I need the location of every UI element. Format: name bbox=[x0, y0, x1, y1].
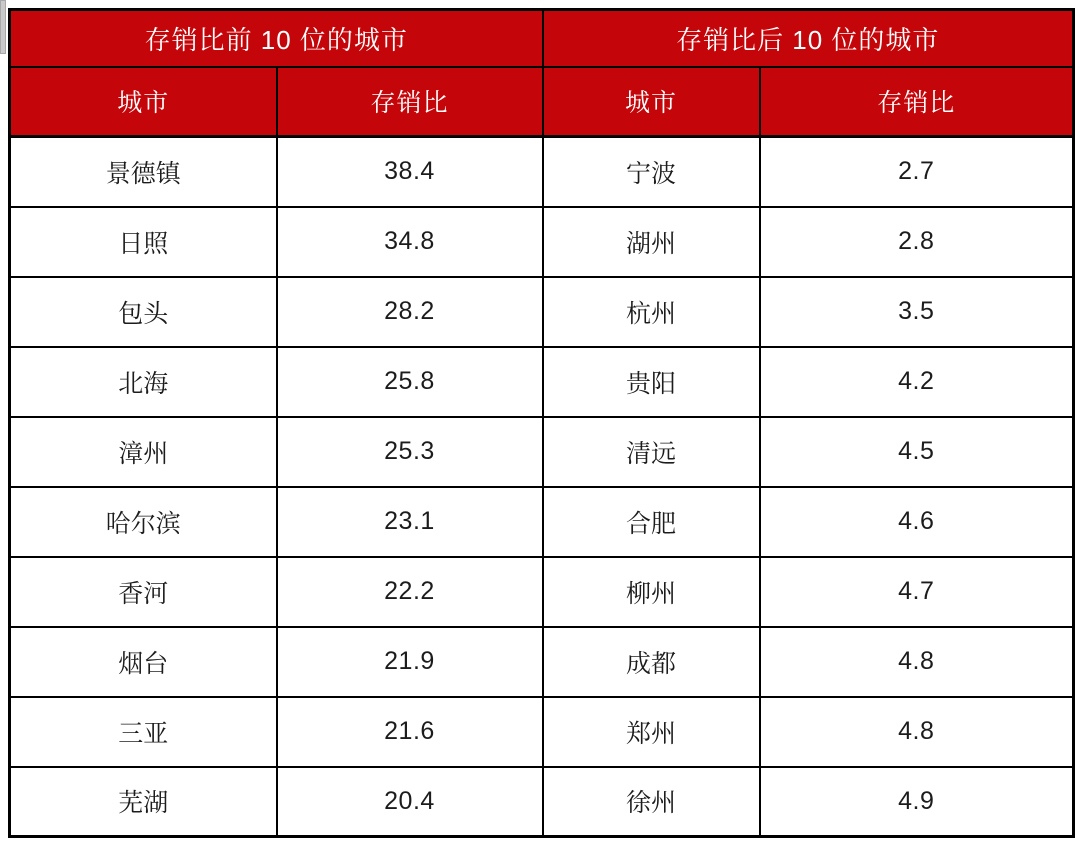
right-ratio-cell: 4.2 bbox=[760, 347, 1074, 417]
right-city-cell: 贵阳 bbox=[543, 347, 760, 417]
right-ratio-cell: 2.8 bbox=[760, 207, 1074, 277]
left-city-cell: 包头 bbox=[10, 277, 277, 347]
left-ratio-cell: 25.3 bbox=[277, 417, 543, 487]
left-ratio-cell: 34.8 bbox=[277, 207, 543, 277]
right-table-title: 存销比后 10 位的城市 bbox=[543, 10, 1074, 67]
right-city-cell: 宁波 bbox=[543, 137, 760, 207]
left-ratio-cell: 21.9 bbox=[277, 627, 543, 697]
right-ratio-column-header: 存销比 bbox=[760, 67, 1074, 137]
left-ratio-cell: 25.8 bbox=[277, 347, 543, 417]
table-row bbox=[10, 417, 1074, 487]
table-header-row bbox=[10, 67, 1074, 137]
table-row bbox=[10, 557, 1074, 627]
right-ratio-cell: 4.8 bbox=[760, 697, 1074, 767]
right-city-cell: 成都 bbox=[543, 627, 760, 697]
left-city-cell: 香河 bbox=[10, 557, 277, 627]
left-city-column-header: 城市 bbox=[10, 67, 277, 137]
table-row bbox=[10, 347, 1074, 417]
right-city-cell: 柳州 bbox=[543, 557, 760, 627]
table-row bbox=[10, 767, 1074, 837]
right-city-cell: 湖州 bbox=[543, 207, 760, 277]
left-city-cell: 漳州 bbox=[10, 417, 277, 487]
left-ratio-cell: 21.6 bbox=[277, 697, 543, 767]
left-city-cell: 三亚 bbox=[10, 697, 277, 767]
right-city-column-header: 城市 bbox=[543, 67, 760, 137]
table-title-row bbox=[10, 10, 1074, 67]
left-city-cell: 北海 bbox=[10, 347, 277, 417]
left-ratio-cell: 20.4 bbox=[277, 767, 543, 837]
table-row bbox=[10, 277, 1074, 347]
left-city-cell: 烟台 bbox=[10, 627, 277, 697]
right-ratio-cell: 4.9 bbox=[760, 767, 1074, 837]
right-city-cell: 清远 bbox=[543, 417, 760, 487]
right-city-cell: 郑州 bbox=[543, 697, 760, 767]
left-ratio-cell: 28.2 bbox=[277, 277, 543, 347]
table-row bbox=[10, 627, 1074, 697]
right-city-cell: 杭州 bbox=[543, 277, 760, 347]
right-ratio-cell: 4.8 bbox=[760, 627, 1074, 697]
right-city-cell: 合肥 bbox=[543, 487, 760, 557]
table-row bbox=[10, 137, 1074, 207]
right-ratio-cell: 3.5 bbox=[760, 277, 1074, 347]
table-row bbox=[10, 207, 1074, 277]
left-city-cell: 芜湖 bbox=[10, 767, 277, 837]
left-city-cell: 日照 bbox=[10, 207, 277, 277]
screen-edge-artifact bbox=[0, 0, 6, 54]
inventory-sales-ratio-table bbox=[8, 8, 1075, 838]
right-ratio-cell: 4.7 bbox=[760, 557, 1074, 627]
table-row bbox=[10, 487, 1074, 557]
left-ratio-cell: 38.4 bbox=[277, 137, 543, 207]
table-row bbox=[10, 697, 1074, 767]
left-ratio-cell: 22.2 bbox=[277, 557, 543, 627]
left-table-title: 存销比前 10 位的城市 bbox=[10, 10, 543, 67]
left-ratio-column-header: 存销比 bbox=[277, 67, 543, 137]
left-ratio-cell: 23.1 bbox=[277, 487, 543, 557]
right-ratio-cell: 4.6 bbox=[760, 487, 1074, 557]
right-ratio-cell: 4.5 bbox=[760, 417, 1074, 487]
left-city-cell: 景德镇 bbox=[10, 137, 277, 207]
left-city-cell: 哈尔滨 bbox=[10, 487, 277, 557]
right-city-cell: 徐州 bbox=[543, 767, 760, 837]
right-ratio-cell: 2.7 bbox=[760, 137, 1074, 207]
